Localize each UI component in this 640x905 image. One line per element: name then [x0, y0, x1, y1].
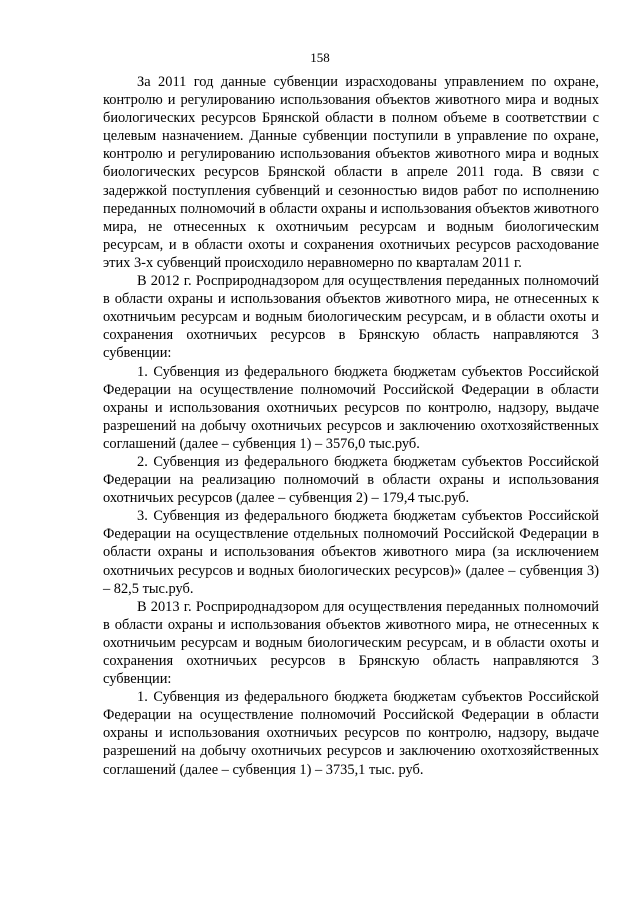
paragraph-2011-summary: За 2011 год данные субвенции израсходованы управлением по охране, контролю и регулированию использования объектов животного мира и водных биологических ресурсов Брянской области в полном объеме в соответствии с целевым назначением. Данные субвенции поступили в управление по охране, контролю и регулированию использования объектов животного мира и водных биологических ресурсов Брянской области в апреле 2011 года. В связи с задержкой поступления субвенций и сезонностью видов работ по исполнению переданных полномочий в области охраны и использования объектов животного мира, не отнесенных к охотничьим ресурсам и водным биологическим ресурсам, и в области охоты и сохранения охотничьих ресурсов расходование этих 3-х субвенций происходило неравномерно по кварталам 2011 г.: [103, 74, 599, 271]
list-item-2012-subvention-3: 3. Субвенция из федерального бюджета бюджетам субъектов Российской Федерации на осуществление отдельных полномочий Российской Федерации в области охраны и использования объектов животного мира (за исключением охотничьих ресурсов и водных биологических ресурсов)» (далее – субвенция 3) – 82,5 тыс.руб.: [103, 508, 599, 597]
list-item-2012-subvention-1: 1. Субвенция из федерального бюджета бюджетам субъектов Российской Федерации на осуществление полномочий Российской Федерации в области охраны и использования охотничьих ресурсов по контролю, надзору, выдаче разрешений на добычу охотничьих ресурсов и заключению охотхозяйственных соглашений (далее – субвенция 1) – 3576,0 тыс.руб.: [103, 363, 599, 452]
page-number: 158: [310, 50, 330, 65]
paragraph-2013-intro: В 2013 г. Росприроднадзором для осуществления переданных полномочий в области охраны и использования объектов животного мира, не отнесенных к охотничьим ресурсам и водным биологическим ресурсам, и в области охоты и сохранения охотничьих ресурсов в Брянскую область направляются 3 субвенции:: [103, 598, 599, 688]
list-item-2013-subvention-1: 1. Субвенция из федерального бюджета бюджетам субъектов Российской Федерации на осуществление полномочий Российской Федерации в области охраны и использования охотничьих ресурсов по контролю, надзору, выдаче разрешений на добычу охотничьих ресурсов и заключению охотхозяйственных соглашений (далее – субвенция 1) – 3735,1 тыс. руб.: [103, 689, 599, 778]
list-item-2012-subvention-2: 2. Субвенция из федерального бюджета бюджетам субъектов Российской Федерации на реализацию полномочий в области охраны и использования охотничьих ресурсов (далее – субвенция 2) – 179,4 тыс.руб.: [103, 453, 599, 507]
paragraph-2012-intro: В 2012 г. Росприроднадзором для осуществления переданных полномочий в области охраны и использования объектов животного мира, не отнесенных к охотничьим ресурсам и водным биологическим ресурсам, и в области охоты и сохранения охотничьих ресурсов в Брянскую область направляются 3 субвенции:: [103, 273, 599, 362]
page-body: [103, 73, 599, 779]
